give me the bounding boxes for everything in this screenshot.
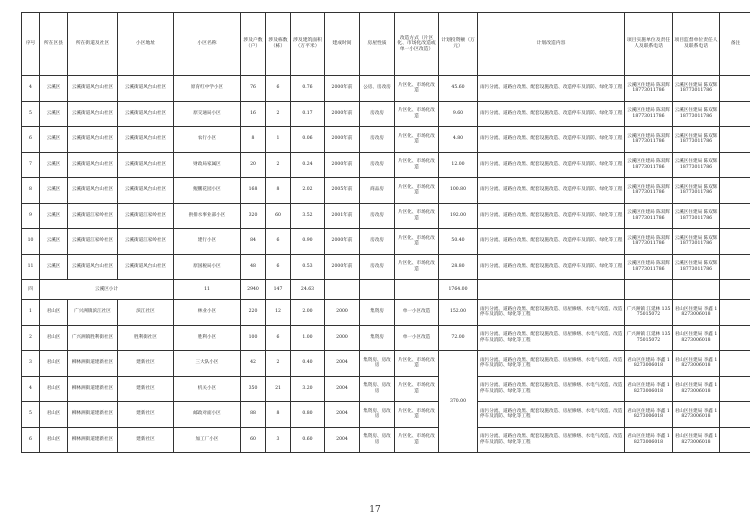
street-cell: 云溪街道风台山社区 [68, 127, 118, 153]
buildings-cell: 2 [266, 101, 291, 127]
households-cell: 88 [241, 402, 266, 428]
community-name-cell: 胜利小区 [174, 325, 241, 351]
renovation-plan-table [21, 12, 750, 453]
area-cell: 0.60 [291, 427, 325, 453]
header-cell-year: 建成时间 [325, 13, 360, 76]
area-cell: 1.00 [291, 325, 325, 351]
header-row [22, 13, 750, 76]
header-cell-households: 涉及户数（户） [241, 13, 266, 76]
header-cell-mode: 改造方式（片区化、市场化改造或单一小区改造） [395, 13, 439, 76]
address-cell: 建新社区 [118, 402, 174, 428]
content-cell: 雨污分流、道路白改黑、配套设施改造、房屋修缮、水电气改造、改造停车及消防、绿化等工程 [478, 427, 625, 453]
investment-cell: 192.00 [439, 203, 478, 229]
households-cell: 350 [241, 376, 266, 402]
buildings-cell: 3 [266, 427, 291, 453]
content-cell: 雨污分流、道路白改黑、配套设施改造、改造停车及消防、绿化等工程 [478, 101, 625, 127]
street-cell: 云溪街道风台山社区 [68, 254, 118, 280]
nature-cell: 房改房 [360, 254, 395, 280]
street-cell: 云溪街道风台山社区 [68, 178, 118, 204]
supervisor-cell: 云溪区住建局 陈双辉 18773011786 [673, 229, 720, 255]
county-cell: 云溪区 [40, 152, 68, 178]
community-name-cell: 原国税局小区 [174, 254, 241, 280]
mode-cell: 片区化、市场化改造 [395, 127, 439, 153]
buildings-cell: 8 [266, 178, 291, 204]
street-cell: 广兴洲镇胜利街社区 [68, 325, 118, 351]
supervisor-cell: 君山区住建局 李鑫 18273006018 [673, 427, 720, 453]
year-cell: 2000 [325, 325, 360, 351]
buildings-cell: 6 [266, 325, 291, 351]
supervisor-cell: 云溪区住建局 陈双辉 18773011786 [673, 254, 720, 280]
area-cell: 0.06 [291, 127, 325, 153]
street-cell: 云溪街道风台山社区 [68, 152, 118, 178]
area-cell: 0.24 [291, 152, 325, 178]
header-cell-street: 所在街道及社区 [68, 13, 118, 76]
address-cell: 云溪街道风台山社区 [118, 152, 174, 178]
street-cell: 柳林洲街道建新社区 [68, 351, 118, 377]
implementer-cell: 云溪区住建局 陈双辉 18773011786 [625, 152, 673, 178]
address-cell: 胜利街社区 [118, 325, 174, 351]
buildings-cell: 6 [266, 254, 291, 280]
nature-cell: 商品房 [360, 178, 395, 204]
year-cell: 2005年前 [325, 178, 360, 204]
implementer-cell: 君山区住建局 李鑫 18273006018 [625, 427, 673, 453]
content-cell: 雨污分流、道路白改黑、配套设施改造、房屋修缮、水电气改造、改造停车及消防、绿化等工程 [478, 325, 625, 351]
mode-cell: 片区化、市场化改造 [395, 376, 439, 402]
year-cell: 2004 [325, 376, 360, 402]
note-cell [720, 101, 750, 127]
address-cell: 云溪街道江家岭社区 [118, 229, 174, 255]
county-cell: 云溪区 [40, 229, 68, 255]
content-cell: 雨污分流、道路白改黑、配套设施改造、改造停车及消防、绿化等工程 [478, 76, 625, 102]
note-cell [720, 402, 750, 428]
implementer-cell: 君山区住建局 李鑫 18273006018 [625, 402, 673, 428]
street-cell: 云溪街道江家岭社区 [68, 203, 118, 229]
mode-cell: 片区化、市场化改造 [395, 203, 439, 229]
area-cell: 2.00 [291, 300, 325, 326]
note-cell [720, 325, 750, 351]
year-cell: 2000年前 [325, 76, 360, 102]
buildings-cell: 8 [266, 402, 291, 428]
street-cell: 广兴洲镇滨江社区 [68, 300, 118, 326]
county-cell: 君山区 [40, 351, 68, 377]
address-cell: 建新社区 [118, 427, 174, 453]
note-cell [720, 427, 750, 453]
buildings-cell: 60 [266, 203, 291, 229]
buildings-cell: 1 [266, 127, 291, 153]
mode-cell: 片区化、市场化改造 [395, 351, 439, 377]
households-cell: 320 [241, 203, 266, 229]
nature-cell: 集资房 [360, 300, 395, 326]
county-cell: 君山区 [40, 402, 68, 428]
implementer-cell: 广兴洲镇 江延林 13575015072 [625, 325, 673, 351]
mode-cell: 片区化、市场化改造 [395, 76, 439, 102]
nature-cell: 房改房 [360, 127, 395, 153]
street-cell: 云溪街道风台山社区 [68, 101, 118, 127]
subtotal-no: 四 [22, 280, 40, 300]
street-cell: 柳林洲街道建新社区 [68, 402, 118, 428]
county-cell: 云溪区 [40, 203, 68, 229]
community-name-cell: 原交通局小区 [174, 101, 241, 127]
header-cell-no: 序号 [22, 13, 40, 76]
supervisor-cell: 君山区住建局 李鑫 18273006018 [673, 351, 720, 377]
section-junshan-rows [22, 300, 750, 453]
nature-cell: 集资房、房改房 [360, 351, 395, 377]
subtotal-area: 24.63 [291, 280, 325, 300]
buildings-cell: 12 [266, 300, 291, 326]
investment-cell: 50.40 [439, 229, 478, 255]
area-cell: 2.02 [291, 178, 325, 204]
row-no-cell: 3 [22, 351, 40, 377]
content-cell: 雨污分流、道路白改黑、配套设施改造、房屋修缮、水电气改造、改造停车及消防、绿化等工程 [478, 300, 625, 326]
note-cell [720, 229, 750, 255]
supervisor-cell: 云溪区住建局 陈双辉 18773011786 [673, 76, 720, 102]
row-no-cell: 6 [22, 427, 40, 453]
year-cell: 2000年前 [325, 101, 360, 127]
street-cell: 柳林洲街道建新社区 [68, 376, 118, 402]
content-cell: 雨污分流、道路白改黑、配套设施改造、房屋修缮、水电气改造、改造停车及消防、绿化等工程 [478, 351, 625, 377]
street-cell: 柳林洲街道建新社区 [68, 427, 118, 453]
area-cell: 0.17 [291, 101, 325, 127]
header-cell-content: 计划改造内容 [478, 13, 625, 76]
community-name-cell: 林业小区 [174, 300, 241, 326]
table-row [22, 152, 750, 178]
community-name-cell: 农行小区 [174, 127, 241, 153]
note-cell [720, 127, 750, 153]
year-cell: 2000年前 [325, 152, 360, 178]
row-no-cell: 5 [22, 101, 40, 127]
nature-cell: 集资房、房改房 [360, 376, 395, 402]
row-no-cell: 9 [22, 203, 40, 229]
area-cell: 3.20 [291, 376, 325, 402]
year-cell: 2000年前 [325, 254, 360, 280]
subtotal-buildings: 147 [266, 280, 291, 300]
supervisor-cell: 云溪区住建局 陈双辉 18773011786 [673, 203, 720, 229]
note-cell [720, 254, 750, 280]
households-cell: 76 [241, 76, 266, 102]
row-no-cell: 6 [22, 127, 40, 153]
county-cell: 云溪区 [40, 127, 68, 153]
table-row [22, 427, 750, 453]
content-cell: 雨污分流、道路白改黑、配套设施改造、改造停车及消防、绿化等工程 [478, 127, 625, 153]
content-cell: 雨污分流、道路白改黑、配套设施改造、房屋修缮、水电气改造、改造停车及消防、绿化等工程 [478, 402, 625, 428]
mode-cell: 单一小区改造 [395, 325, 439, 351]
investment-cell: 4.80 [439, 127, 478, 153]
row-no-cell: 7 [22, 152, 40, 178]
subtotal-households: 2940 [241, 280, 266, 300]
row-no-cell: 4 [22, 76, 40, 102]
implementer-cell: 云溪区住建局 陈双辉 18773011786 [625, 127, 673, 153]
note-cell [720, 300, 750, 326]
supervisor-cell: 君山区住建局 李鑫 18273006018 [673, 402, 720, 428]
note-cell [720, 76, 750, 102]
year-cell: 2004 [325, 351, 360, 377]
table-row [22, 203, 750, 229]
county-cell: 云溪区 [40, 76, 68, 102]
investment-cell: 152.00 [439, 300, 478, 326]
implementer-cell: 广兴洲镇 江延林 13575015072 [625, 300, 673, 326]
buildings-cell: 6 [266, 229, 291, 255]
buildings-cell: 6 [266, 76, 291, 102]
section-yunxi-rows [22, 76, 750, 280]
implementer-cell: 云溪区住建局 陈双辉 18773011786 [625, 203, 673, 229]
buildings-cell: 21 [266, 376, 291, 402]
community-name-cell: 三大队小区 [174, 351, 241, 377]
households-cell: 20 [241, 152, 266, 178]
note-cell [720, 178, 750, 204]
supervisor-cell: 云溪区住建局 陈双辉 18773011786 [673, 178, 720, 204]
header-cell-address: 小区地址 [118, 13, 174, 76]
header-cell-supervisor: 项目监督单位责任人及联系电话 [673, 13, 720, 76]
supervisor-cell: 云溪区住建局 陈双辉 18773011786 [673, 152, 720, 178]
subtotal-section [22, 280, 750, 300]
supervisor-cell: 君山区住建局 李鑫 18273006018 [673, 376, 720, 402]
area-cell: 0.53 [291, 254, 325, 280]
buildings-cell: 2 [266, 351, 291, 377]
nature-cell: 公房、房改房 [360, 76, 395, 102]
households-cell: 100 [241, 325, 266, 351]
mode-cell: 片区化、市场化改造 [395, 152, 439, 178]
header-cell-note: 备注 [720, 13, 750, 76]
note-cell [720, 203, 750, 229]
header-cell-area: 涉及建筑面积（万平米） [291, 13, 325, 76]
community-name-cell: 原育红中学小区 [174, 76, 241, 102]
table-row [22, 76, 750, 102]
supervisor-cell: 云溪区住建局 陈双辉 18773011786 [673, 101, 720, 127]
address-cell: 建新社区 [118, 376, 174, 402]
address-cell: 建新社区 [118, 351, 174, 377]
community-name-cell: 邮政对面小区 [174, 402, 241, 428]
investment-cell: 72.00 [439, 325, 478, 351]
nature-cell: 集资房、房改房 [360, 402, 395, 428]
header-cell-implementer: 项目实施单位及责任人及联系电话 [625, 13, 673, 76]
header-cell-county: 所在区县 [40, 13, 68, 76]
year-cell: 2004 [325, 402, 360, 428]
implementer-cell: 云溪区住建局 陈双辉 18773011786 [625, 101, 673, 127]
households-cell: 42 [241, 351, 266, 377]
merged-investment-cell: 370.00 [439, 351, 478, 453]
subtotal-investment: 1764.00 [439, 280, 478, 300]
area-cell: 3.52 [291, 203, 325, 229]
county-cell: 云溪区 [40, 178, 68, 204]
community-name-cell: 财政局家属区 [174, 152, 241, 178]
supervisor-cell: 云溪区住建局 陈双辉 18773011786 [673, 127, 720, 153]
table-row [22, 229, 750, 255]
row-no-cell: 10 [22, 229, 40, 255]
address-cell: 云溪街道风台山社区 [118, 254, 174, 280]
households-cell: 16 [241, 101, 266, 127]
investment-cell: 9.60 [439, 101, 478, 127]
implementer-cell: 云溪区住建局 陈双辉 18773011786 [625, 229, 673, 255]
table-row [22, 127, 750, 153]
community-name-cell: 建行小区 [174, 229, 241, 255]
address-cell: 云溪街道江家岭社区 [118, 203, 174, 229]
county-cell: 君山区 [40, 427, 68, 453]
year-cell: 2000年前 [325, 229, 360, 255]
county-cell: 君山区 [40, 376, 68, 402]
row-no-cell: 4 [22, 376, 40, 402]
address-cell: 云溪街道风台山社区 [118, 101, 174, 127]
community-name-cell: 机关小区 [174, 376, 241, 402]
table-row [22, 376, 750, 402]
note-cell [720, 152, 750, 178]
households-cell: 48 [241, 254, 266, 280]
investment-cell: 100.80 [439, 178, 478, 204]
street-cell: 云溪街道江家岭社区 [68, 229, 118, 255]
investment-cell: 28.80 [439, 254, 478, 280]
mode-cell: 片区化、市场化改造 [395, 178, 439, 204]
households-cell: 8 [241, 127, 266, 153]
row-no-cell: 11 [22, 254, 40, 280]
table-row [22, 300, 750, 326]
supervisor-cell: 君山区住建局 李鑫 18273006018 [673, 300, 720, 326]
nature-cell: 集资房 [360, 325, 395, 351]
mode-cell: 片区化、市场化改造 [395, 254, 439, 280]
header-cell-buildings: 涉及栋数（栋） [266, 13, 291, 76]
table-row [22, 178, 750, 204]
investment-cell: 12.00 [439, 152, 478, 178]
row-no-cell: 5 [22, 402, 40, 428]
address-cell: 滨江社区 [118, 300, 174, 326]
households-cell: 168 [241, 178, 266, 204]
nature-cell: 房改房 [360, 152, 395, 178]
mode-cell: 单一小区改造 [395, 300, 439, 326]
table-row [22, 351, 750, 377]
header-cell-investment: 计划投资额（万元） [439, 13, 478, 76]
implementer-cell: 君山区住建局 李鑫 18273006018 [625, 376, 673, 402]
nature-cell: 房改房 [360, 203, 395, 229]
mode-cell: 片区化、市场化改造 [395, 101, 439, 127]
address-cell: 云溪街道风台山社区 [118, 127, 174, 153]
implementer-cell: 云溪区住建局 陈双辉 18773011786 [625, 76, 673, 102]
street-cell: 云溪街道风台山社区 [68, 76, 118, 102]
households-cell: 220 [241, 300, 266, 326]
area-cell: 0.90 [291, 229, 325, 255]
nature-cell: 房改房 [360, 229, 395, 255]
content-cell: 雨污分流、道路白改黑、配套设施改造、改造停车及消防、绿化等工程 [478, 152, 625, 178]
households-cell: 84 [241, 229, 266, 255]
subtotal-label: 云溪区小计 [40, 280, 174, 300]
year-cell: 2000 [325, 300, 360, 326]
table-row [22, 402, 750, 428]
page-number: 17 [369, 505, 381, 515]
nature-cell: 集资房、房改房 [360, 427, 395, 453]
supervisor-cell: 君山区住建局 李鑫 18273006018 [673, 325, 720, 351]
year-cell: 2004 [325, 427, 360, 453]
community-name-cell: 供排水事业部小区 [174, 203, 241, 229]
content-cell: 雨污分流、道路白改黑、配套设施改造、改造停车及消防、绿化等工程 [478, 203, 625, 229]
community-name-cell: 加工厂小区 [174, 427, 241, 453]
table-row [22, 325, 750, 351]
content-cell: 雨污分流、道路白改黑、配套设施改造、改造停车及消防、绿化等工程 [478, 229, 625, 255]
row-no-cell: 8 [22, 178, 40, 204]
nature-cell: 房改房 [360, 101, 395, 127]
header-cell-name: 小区名称 [174, 13, 241, 76]
implementer-cell: 云溪区住建局 陈双辉 18773011786 [625, 178, 673, 204]
content-cell: 雨污分流、道路白改黑、配套设施改造、改造停车及消防、绿化等工程 [478, 254, 625, 280]
investment-cell: 45.60 [439, 76, 478, 102]
mode-cell: 片区化、市场化改造 [395, 427, 439, 453]
county-cell: 君山区 [40, 325, 68, 351]
area-cell: 0.76 [291, 76, 325, 102]
implementer-cell: 云溪区住建局 陈双辉 18773011786 [625, 254, 673, 280]
row-no-cell: 2 [22, 325, 40, 351]
year-cell: 2000年前 [325, 127, 360, 153]
subtotal-count: 11 [174, 280, 241, 300]
table-row [22, 254, 750, 280]
year-cell: 2001年前 [325, 203, 360, 229]
buildings-cell: 2 [266, 152, 291, 178]
note-cell [720, 376, 750, 402]
content-cell: 雨污分流、道路白改黑、配套设施改造、改造停车及消防、绿化等工程 [478, 178, 625, 204]
header-cell-nature: 房屋性质 [360, 13, 395, 76]
area-cell: 0.40 [291, 351, 325, 377]
households-cell: 60 [241, 427, 266, 453]
mode-cell: 片区化、市场化改造 [395, 402, 439, 428]
implementer-cell: 君山区住建局 李鑫 18273006018 [625, 351, 673, 377]
table-row [22, 101, 750, 127]
county-cell: 云溪区 [40, 254, 68, 280]
content-cell: 雨污分流、道路白改黑、配套设施改造、房屋修缮、水电气改造、改造停车及消防、绿化等工程 [478, 376, 625, 402]
note-cell [720, 351, 750, 377]
county-cell: 君山区 [40, 300, 68, 326]
community-name-cell: 鲲鹏花园小区 [174, 178, 241, 204]
address-cell: 云溪街道风台山社区 [118, 76, 174, 102]
address-cell: 云溪街道风台山社区 [118, 178, 174, 204]
subtotal-row [22, 280, 750, 300]
area-cell: 0.80 [291, 402, 325, 428]
county-cell: 云溪区 [40, 101, 68, 127]
row-no-cell: 1 [22, 300, 40, 326]
mode-cell: 片区化、市场化改造 [395, 229, 439, 255]
